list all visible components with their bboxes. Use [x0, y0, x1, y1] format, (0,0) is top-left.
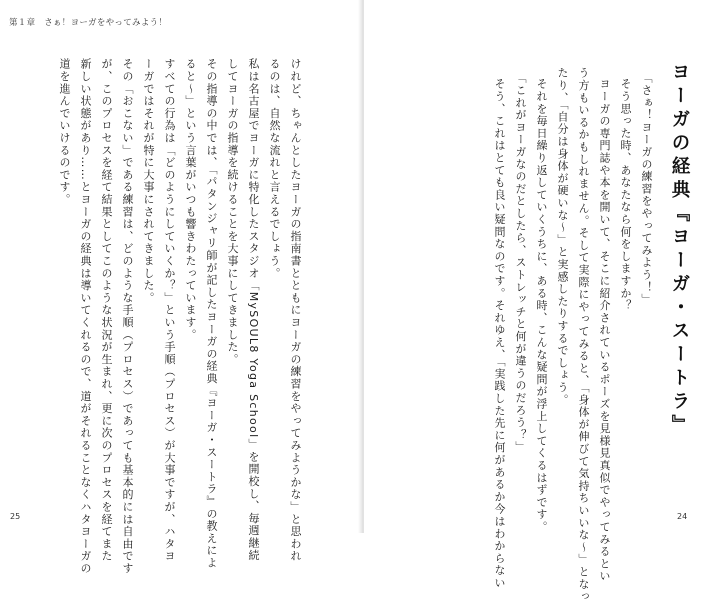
body-line: ヨーガの専門誌や本を開いて、そこに紹介されているポーズを見様見真似でやってみるとい — [598, 78, 611, 583]
body-line: けれど、ちゃんとしたヨーガの指南書とともにヨーガの練習をやってみようかな」と思われ — [289, 58, 302, 563]
body-line: すべての行為は「どのようにしていくか？」という手順（プロセス）が大事ですが、ハタヨ — [163, 58, 176, 563]
body-line: 新しい状態があり……とヨーガの経典は導いてくれるので、道がそれることなくハタヨーガの — [79, 58, 92, 575]
body-line: う方もいるかもしれません。そして実際にやってみると、「身体が伸びて気持ちいいな〜」となっ — [577, 67, 590, 603]
right-page — [364, 0, 726, 603]
body-line: その「おこない」である練習は、どのような手順（プロセス）であっても基本的には自由です — [121, 58, 134, 575]
page-number: 24 — [677, 512, 688, 521]
body-line: たり、「自分は身体が硬いな〜」と実感したりするでしょう。 — [556, 67, 569, 406]
body-line: 道を進んでいけるのです。 — [58, 58, 71, 206]
body-line: 「これがヨーガなのだとしたら、ストレッチと何が違うのだろう？」 — [514, 72, 527, 454]
body-line: ーガではそれが特に大事にされてきました。 — [142, 58, 155, 304]
running-head: 第１章 さぁ！ヨーガをやってみよう！ — [9, 18, 168, 28]
body-line: 「さぁ！ヨーガの練習をやってみよう！」 — [640, 72, 653, 306]
left-page — [0, 0, 362, 575]
body-line: そう、これはとても良い疑問なのです。それゆえ、「実践した先に何があるか今はわからない — [493, 78, 506, 590]
page-number: 25 — [10, 512, 21, 521]
section-title: ヨーガの経典『ヨーガ・スートラ』 — [669, 62, 690, 438]
body-line: それを毎日繰り返していくうちに、ある時、こんな疑問が浮上してくるはずです。 — [535, 78, 548, 534]
body-line: その指導の中では、「パタンジャリ師が記したヨーガの経典『ヨーガ・スートラ』の教えによ — [205, 58, 218, 570]
body-line: 私は名古屋でヨーガに特化したスタジオ「MySOUL8 Yoga School」を開校し、毎週継続 — [247, 58, 260, 562]
body-line: ると〜」という言葉がいつも響きわたっています。 — [184, 58, 197, 341]
body-line: が、このプロセスを経て結果としてこのような状況が生まれ、更に次のプロセスを経てまた — [100, 58, 113, 563]
body-line: そう思った時、あなたなら何をしますか？ — [619, 78, 632, 312]
body-line: るのは、自然な流れと言えるでしょう。 — [268, 58, 281, 280]
body-line: してヨーガの指導を続けることを大事にしてきました。 — [226, 58, 239, 366]
